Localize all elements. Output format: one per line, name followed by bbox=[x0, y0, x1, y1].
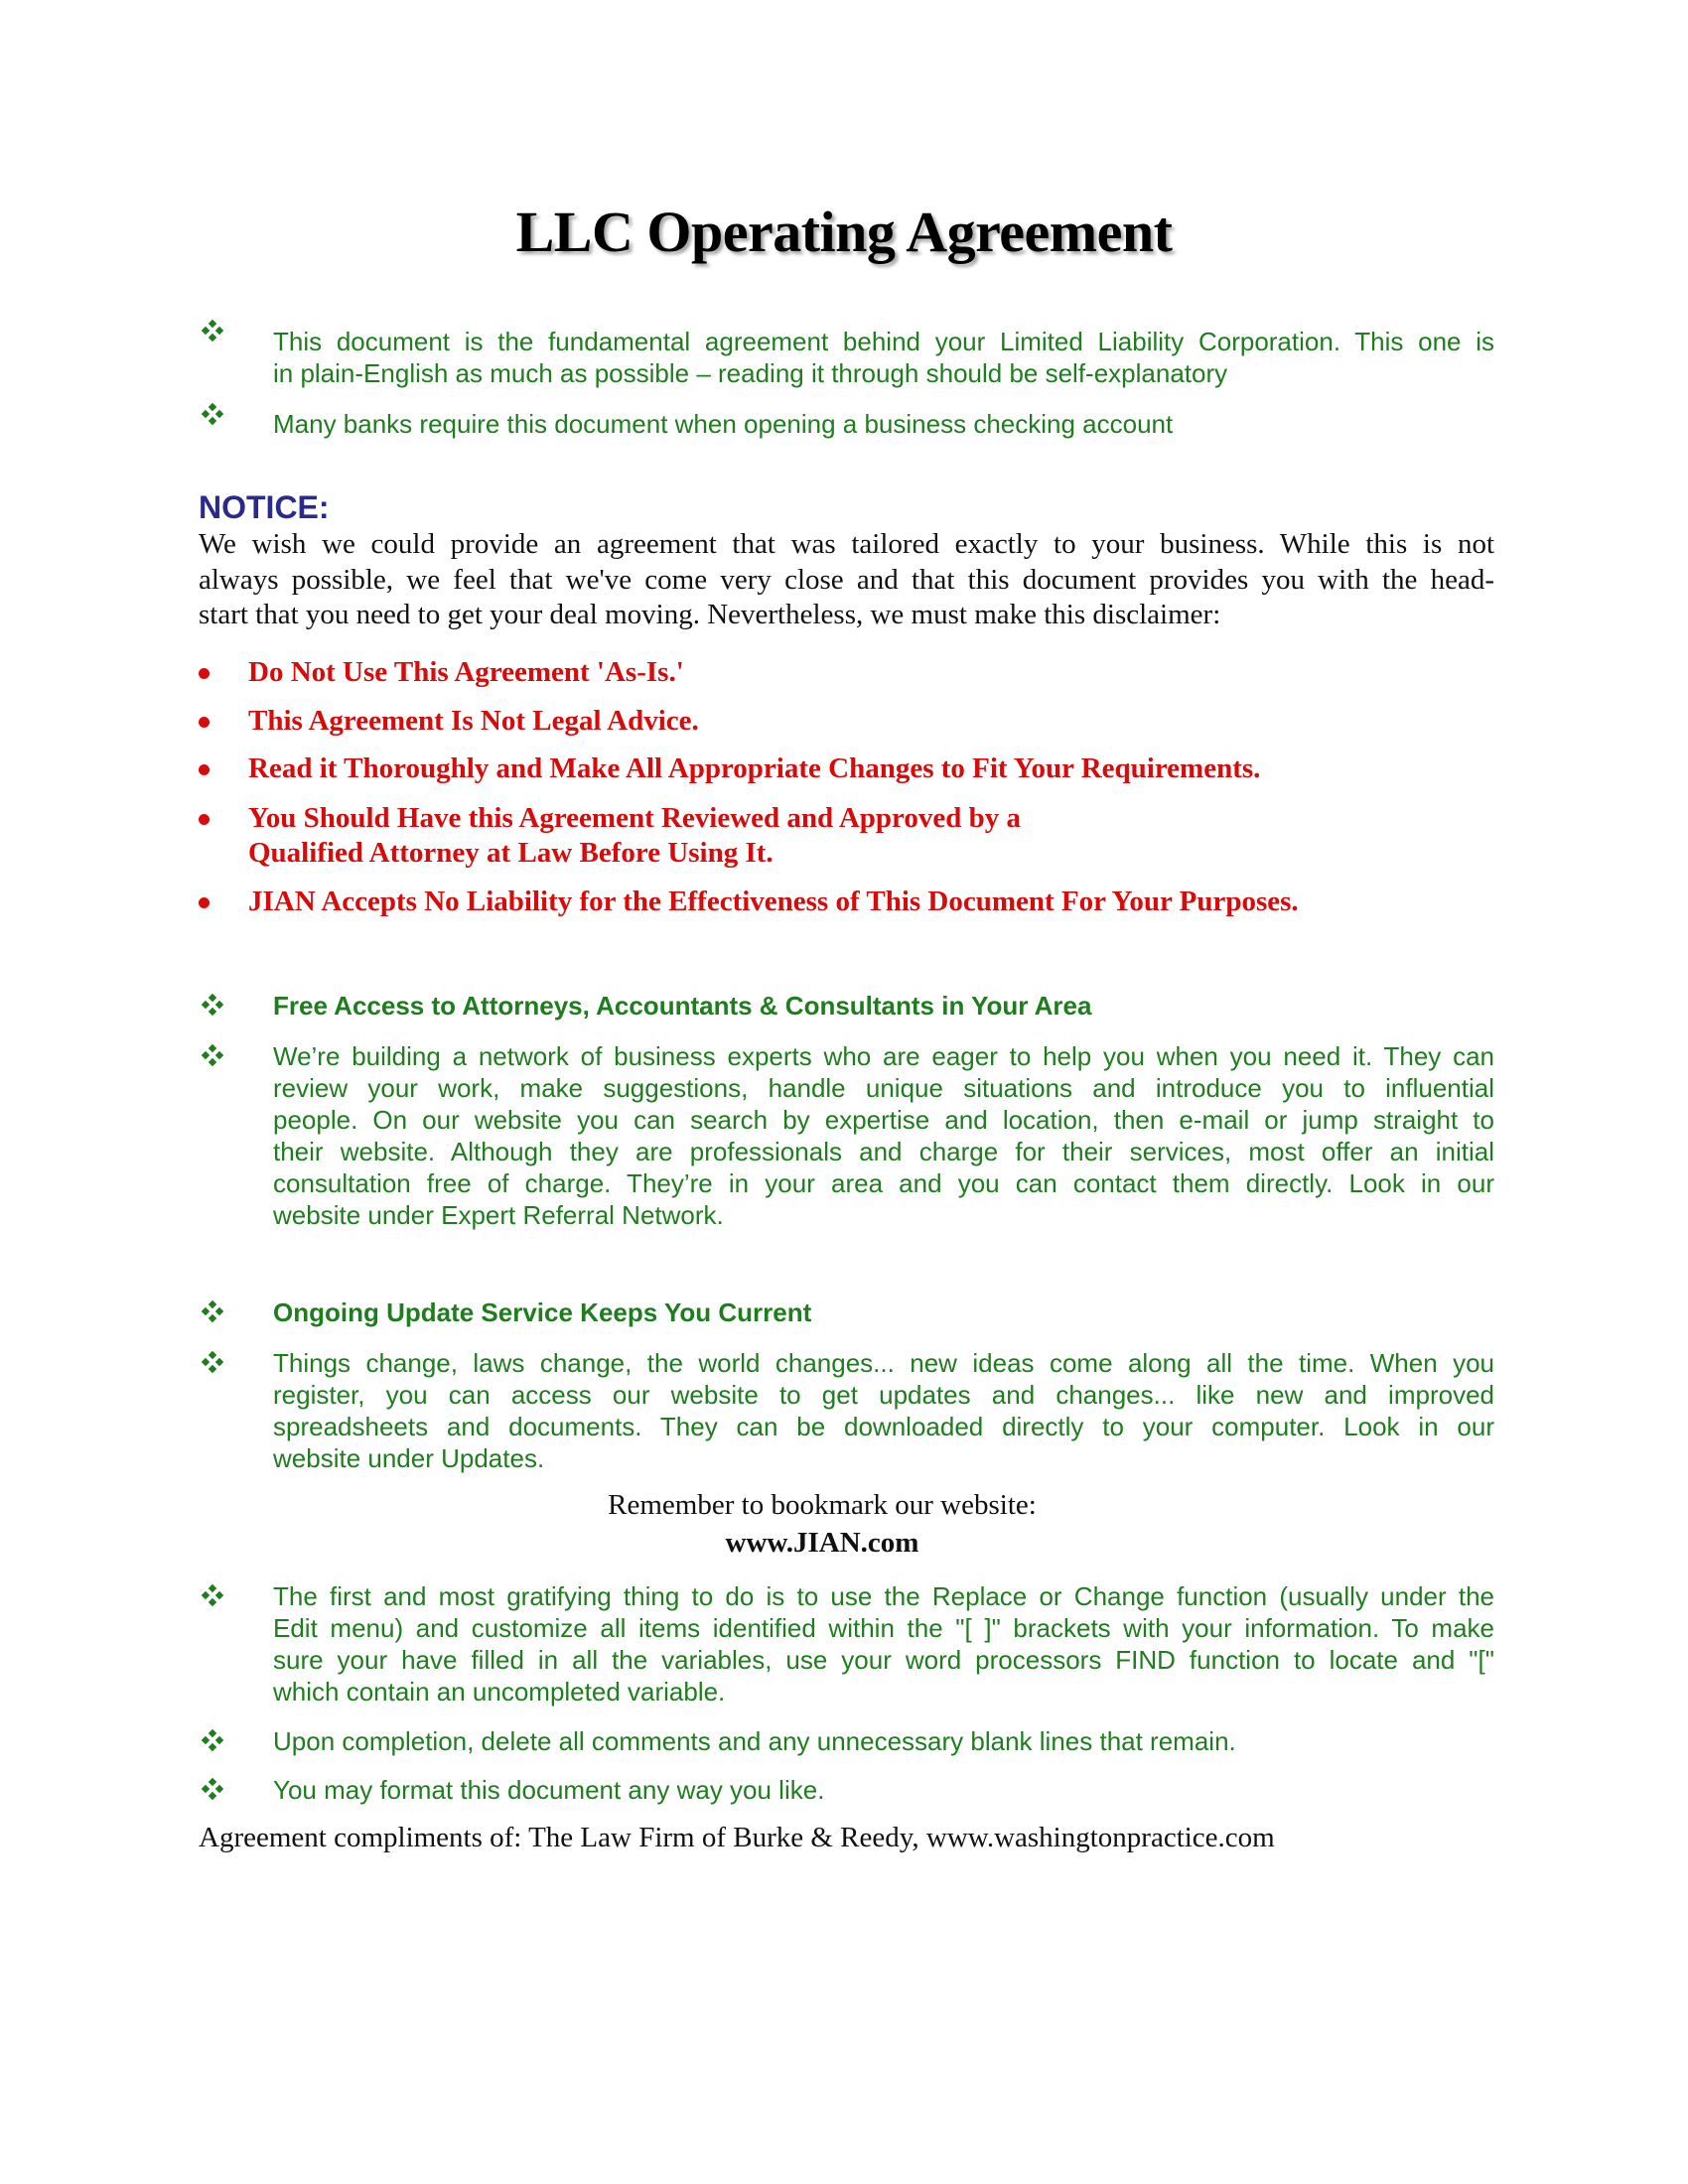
diamond-bullet-icon bbox=[202, 1729, 223, 1751]
red-bullet-icon bbox=[199, 717, 210, 728]
text-line: Things change, laws change, the world changes... new ideas come along all the time. When you bbox=[273, 1348, 1494, 1378]
red-bullet-icon bbox=[199, 764, 210, 775]
text-line: spreadsheets and documents. They can be downloaded directly to your computer. Look in our bbox=[273, 1412, 1494, 1441]
disclaimer-item: JIAN Accepts No Liability for the Effectiveness of This Document For Your Purposes. bbox=[248, 886, 1299, 917]
diamond-bullet-icon bbox=[202, 1044, 223, 1066]
red-bullet-icon bbox=[199, 814, 210, 825]
instruction-item: Upon completion, delete all comments and any unnecessary blank lines that remain. bbox=[273, 1726, 1236, 1756]
text-line: in plain-English as much as possible – reading it through should be self-explanatory bbox=[273, 358, 1228, 388]
text-line: website under Updates. bbox=[273, 1443, 545, 1473]
text-line: Edit menu) and customize all items identified within the "[ ]" brackets with your information. To make bbox=[273, 1613, 1494, 1643]
text-line: their website. Although they are professionals and charge for their services, most offer an initial bbox=[273, 1137, 1494, 1166]
disclaimer-item: Read it Thoroughly and Make All Appropriate Changes to Fit Your Requirements. bbox=[248, 752, 1261, 784]
text-line: This document is the fundamental agreement behind your Limited Liability Corporation. This one is bbox=[273, 327, 1494, 356]
text-line: people. On our website you can search by expertise and location, then e-mail or jump straight to bbox=[273, 1105, 1494, 1135]
experts-heading: Free Access to Attorneys, Accountants & Consultants in Your Area bbox=[273, 991, 1092, 1021]
diamond-bullet-icon bbox=[202, 1351, 223, 1373]
bookmark-text: Remember to bookmark our website: bbox=[608, 1489, 1037, 1521]
diamond-bullet-icon bbox=[202, 1778, 223, 1800]
text-line: review your work, make suggestions, handle unique situations and introduce you to influential bbox=[273, 1073, 1494, 1103]
disclaimer-item: Do Not Use This Agreement 'As-Is.' bbox=[248, 656, 684, 688]
text-line: website under Expert Referral Network. bbox=[273, 1200, 724, 1230]
experts-paragraph bbox=[273, 1040, 1494, 1231]
text-line: consultation free of charge. They’re in your area and you can contact them directly. Look in our bbox=[273, 1168, 1494, 1198]
red-bullet-icon bbox=[199, 668, 210, 679]
notice-paragraph bbox=[199, 527, 1494, 633]
text-line: sure your have filled in all the variables, use your word processors FIND function to locate and "[" bbox=[273, 1645, 1494, 1675]
red-bullet-icon bbox=[199, 897, 210, 908]
text-line: start that you need to get your deal moving. Nevertheless, we must make this disclaimer: bbox=[199, 599, 1221, 630]
footer-credit: Agreement compliments of: The Law Firm of Burke & Reedy, www.washingtonpractice.com bbox=[199, 1822, 1275, 1853]
updates-heading: Ongoing Update Service Keeps You Current bbox=[273, 1297, 812, 1327]
text-line: register, you can access our website to get updates and changes... like new and improved bbox=[273, 1380, 1494, 1410]
text-line: You Should Have this Agreement Reviewed and Approved by a bbox=[248, 802, 1022, 834]
diamond-bullet-icon bbox=[202, 403, 223, 425]
updates-paragraph bbox=[273, 1347, 1494, 1474]
disclaimer-item bbox=[248, 801, 1489, 871]
diamond-bullet-icon bbox=[202, 994, 223, 1016]
text-line: We’re building a network of business experts who are eager to help you when you need it. They can bbox=[273, 1041, 1494, 1071]
disclaimer-item: This Agreement Is Not Legal Advice. bbox=[248, 705, 699, 737]
text-line: The first and most gratifying thing to do is to use the Replace or Change function (usually under the bbox=[273, 1581, 1494, 1611]
diamond-bullet-icon bbox=[202, 1300, 223, 1322]
text-line: Qualified Attorney at Law Before Using It. bbox=[248, 837, 774, 869]
website-link[interactable]: www.JIAN.com bbox=[725, 1527, 919, 1559]
intro-bullet-1 bbox=[273, 326, 1494, 389]
text-line: We wish we could provide an agreement that was tailored exactly to your business. While this is not bbox=[199, 528, 1494, 560]
intro-bullet-2: Many banks require this document when opening a business checking account bbox=[273, 409, 1174, 439]
text-line: which contain an uncompleted variable. bbox=[273, 1677, 726, 1706]
notice-heading: NOTICE: bbox=[199, 489, 330, 525]
text-line: always possible, we feel that we've come very close and that this document provides you with the head- bbox=[199, 563, 1494, 596]
instruction-item: You may format this document any way you like. bbox=[273, 1775, 825, 1805]
instruction-item bbox=[273, 1580, 1494, 1707]
diamond-bullet-icon bbox=[202, 320, 223, 341]
document-title: LLC Operating Agreement bbox=[515, 200, 1173, 264]
diamond-bullet-icon bbox=[202, 1584, 223, 1606]
